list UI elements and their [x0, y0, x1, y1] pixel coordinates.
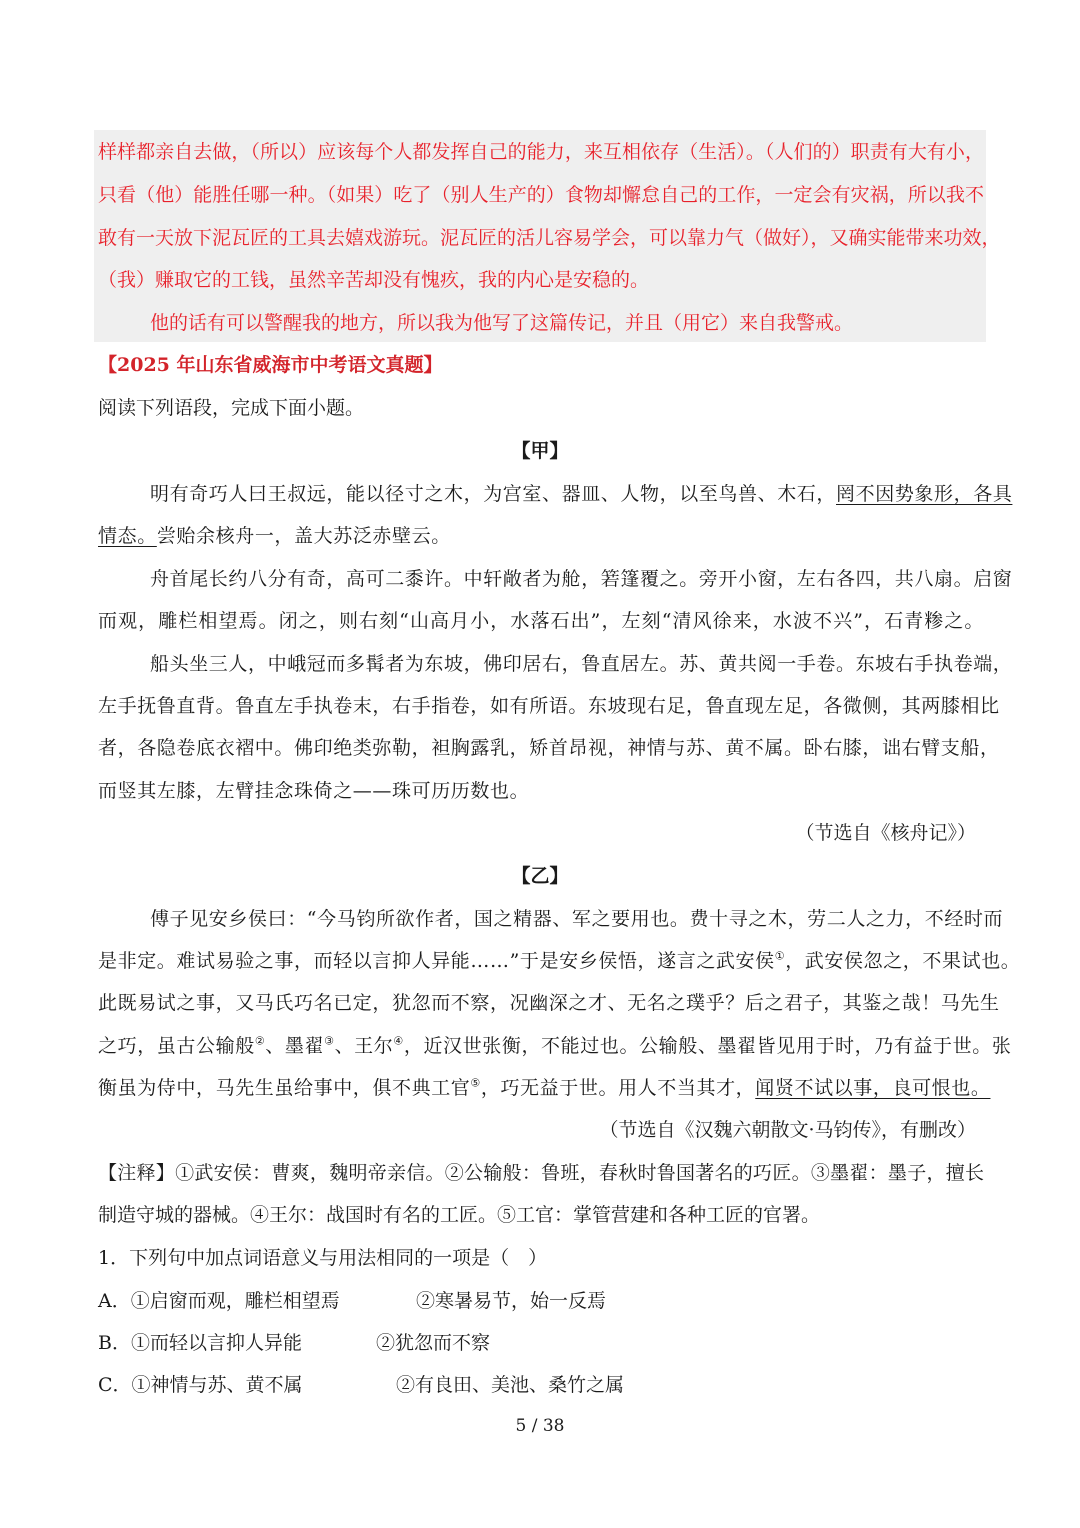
yi-line-2: 是非定。难试易验之事，而轻以言抑人异能……”于是安乡侯悟，遂言之武安侯①，武安侯忽之，不果试也。 — [98, 949, 1021, 972]
jia-p3-line-4: 而竖其左膝，左臂挂念珠倚之——珠可历历数也。 — [98, 780, 530, 802]
jia-p1-line-2: 情态。尝贻余核舟一，盖大苏泛赤壁云。 — [98, 525, 451, 547]
footnote-marker: ④ — [393, 1034, 404, 1048]
notes-line-1: 【注释】①武安侯：曹爽，魏明帝亲信。②公输般：鲁班，春秋时鲁国著名的巧匠。③墨翟：墨子，擅长 — [98, 1162, 984, 1184]
yi-line-3: 此既易试之事，又马氏巧名已定，犹忽而不察，况幽深之才、无名之璞乎？后之君子，其鉴之哉！马先生 — [98, 992, 1000, 1014]
jia-p3-line-3: 者，各隐卷底衣褶中。佛印绝类弥勒，袒胸露乳，矫首昂视，神情与苏、黄不属。卧右膝，诎右臂支船， — [98, 737, 1000, 759]
jia-p3-line-1: 船头坐三人，中峨冠而多髯者为东坡，佛印居右，鲁直居左。苏、黄共阅一手卷。东坡右手执卷端， — [150, 653, 1013, 675]
jia-source: （节选自《核舟记》） — [795, 822, 976, 844]
answer-line-3: 敢有一天放下泥瓦匠的工具去嬉戏游玩。泥瓦匠的活儿容易学会，可以靠力气（做好），又确实能带来功效， — [98, 227, 1001, 249]
question-stem: 1．下列句中加点词语意义与用法相同的一项是（ ） — [98, 1247, 548, 1269]
option-b: B．①而轻以言抑人异能 ②犹忽而不察 — [98, 1332, 491, 1354]
footnote-marker: ① — [774, 949, 786, 963]
answer-line-2: 只看（他）能胜任哪一种。（如果）吃了（别人生产的）食物却懈怠自己的工作，一定会有灾祸，所以我不 — [98, 184, 984, 206]
option-c: C．①神情与苏、黄不属 ②有良田、美池、桑竹之属 — [98, 1374, 625, 1396]
underlined-phrase: 罔不因势象形，各具 — [836, 483, 1013, 505]
yi-line-5: 衡虽为侍中，马先生虽给事中，俱不典工官⑤，巧无益于世。用人不当其才，闻贤不试以事，良可恨也。 — [98, 1076, 991, 1099]
jia-p2-line-1: 舟首尾长约八分有奇，高可二黍许。中轩敞者为舱，箬篷覆之。旁开小窗，左右各四，共八扇。启窗 — [150, 568, 1013, 590]
answer-line-5: 他的话有可以警醒我的地方，所以我为他写了这篇传记，并且（用它）来自我警戒。 — [150, 312, 854, 334]
underlined-phrase: 情态。 — [98, 525, 157, 547]
heading-jia: 【甲】 — [511, 440, 569, 462]
heading-yi: 【乙】 — [511, 865, 569, 887]
jia-p2-line-2: 而观，雕栏相望焉。闭之，则右刻“山高月小，水落石出”，左刻“清风徐来，水波不兴”，石青糁之。 — [98, 610, 984, 632]
answer-line-1: 样样都亲自去做，（所以）应该每个人都发挥自己的能力，来互相依存（生活）。（人们的）职责有大有小， — [98, 141, 984, 163]
instruction: 阅读下列语段，完成下面小题。 — [98, 397, 365, 419]
notes-line-2: 制造守城的器械。④王尔：战国时有名的工匠。⑤工官：掌管营建和各种工匠的官署。 — [98, 1204, 821, 1226]
exam-title: 【2025 年山东省威海市中考语文真题】 — [98, 354, 443, 376]
option-label: A． — [98, 1290, 131, 1312]
page-number: 5 / 38 — [515, 1416, 565, 1436]
answer-line-4: （我）赚取它的工钱，虽然辛苦却没有愧疚，我的内心是安稳的。 — [98, 269, 650, 291]
footnote-marker: ② — [254, 1034, 266, 1048]
option-label: B． — [98, 1332, 131, 1354]
jia-p1-line-1: 明有奇巧人曰王叔远，能以径寸之木，为宫室、器皿、人物，以至鸟兽、木石，罔不因势象形，各具 — [150, 483, 1013, 505]
footnote-marker: ⑤ — [470, 1076, 481, 1090]
yi-source: （节选自《汉魏六朝散文·马钧传》，有删改） — [599, 1119, 976, 1141]
jia-p3-line-2: 左手抚鲁直背。鲁直左手执卷末，右手指卷，如有所语。东坡现右足，鲁直现左足，各微侧，其两膝相比 — [98, 695, 1000, 717]
yi-line-1: 傅子见安乡侯曰：“今马钧所欲作者，国之精器、军之要用也。费十寻之木，劳二人之力，不经时而 — [150, 908, 1004, 930]
underlined-phrase: 闻贤不试以事，良可恨也。 — [755, 1077, 991, 1099]
yi-line-4: 之巧，虽古公输般②、墨翟③、王尔④，近汉世张衡，不能过也。公输般、墨翟皆见用于时，乃有益于世。张 — [98, 1034, 1012, 1057]
option-a: A．①启窗而观，雕栏相望焉 ②寒暑易节，始一反焉 — [98, 1290, 607, 1312]
option-label: C． — [98, 1374, 132, 1396]
footnote-marker: ③ — [324, 1034, 335, 1048]
